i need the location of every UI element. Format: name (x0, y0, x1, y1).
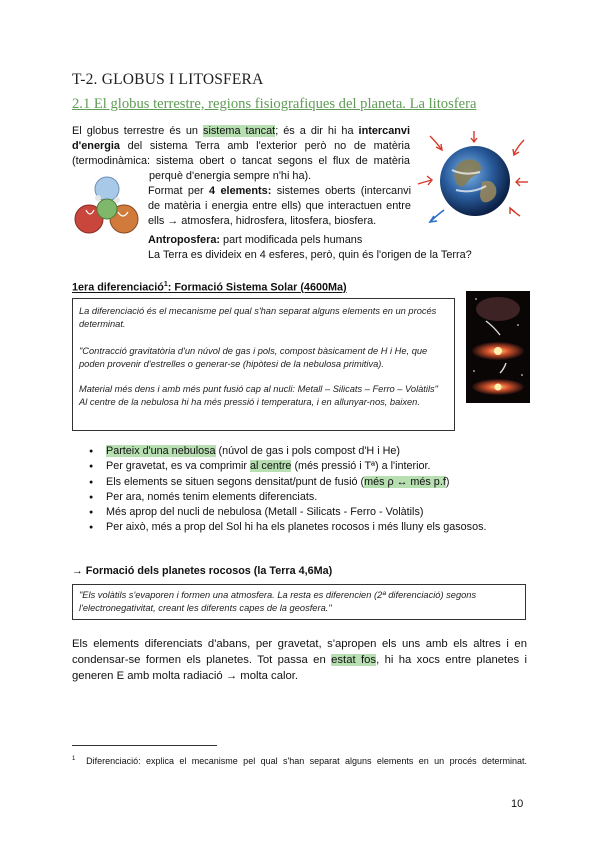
page-number: 10 (511, 798, 524, 810)
elements-paragraph (148, 184, 411, 229)
list-item: ● Per ara, només tenim elements diferenciats. (80, 490, 487, 505)
nebula-bullet-list (80, 444, 487, 536)
elements-line-3: ells → atmosfera, hidrosfera, litosfera, biosfera. (148, 215, 377, 227)
planets-line-2: condensar-se formen els planetes. Tot passa en estat fos, hi ha xocs entre planetes i (72, 654, 528, 666)
earth-energy-image (416, 130, 534, 232)
nebula-definition-box (72, 298, 455, 431)
section1-heading: 1era diferenciació$^1$: Formació Sistema Solar (4600Ma) (72, 281, 347, 294)
box-line-1: La diferenciació és el mecanisme pel qual s'han separat alguns elements en un procés determinat. (79, 306, 437, 329)
section2-heading: → Formació dels planetes rocosos (la Terra 4,6Ma) (72, 565, 333, 577)
esferes-line: La Terra es divideix en 4 esferes, però, quin és l'origen de la Terra? (148, 249, 472, 261)
intro-line-3: (termodinàmica: sistema obert o tancat segons el flux de matèria (72, 155, 410, 167)
nebula-image (466, 291, 530, 403)
antroposfera-line: Antroposfera: part modificada pels humans (148, 234, 363, 246)
planets-formation-box (72, 584, 526, 620)
intro-line-1: El globus terrestre és un sistema tancat; és a dir hi ha intercanvi (72, 125, 410, 137)
intro-line-4: perquè d'energia sempre n'hi ha). (149, 170, 312, 182)
footnote: $^1$ Diferenciació: explica el mecanisme pel qual s'han separat alguns elements en un procés determinat. (72, 756, 527, 766)
list-item: ● Partеix d'una nebulosa (núvol de gas i pols compost d'H i He) (80, 444, 487, 459)
intro-line-2: d'energia del sistema Terra amb l'exterior però no de matèria (72, 140, 410, 152)
list-item: ● Més aprop del nucli de nebulosa (Metall - Silicats - Ferro - Volàtils) (80, 505, 487, 520)
box-line-4: Al centre de la nebulosa hi ha més pressió i temperatura, i en allunyar-nos, baixen. (79, 397, 420, 407)
box-quote: "Els volàtils s'evaporen i formen una atmosfera. La resta es diferencien (2ª diferenciació) segons l'electronegativitat, creant les diferents capes de la geosfera." (79, 590, 477, 613)
intro-paragraph (72, 124, 410, 184)
planets-line-1: Els elements diferenciats d'abans, per gravetat, s'apropen els uns amb els altres i en (72, 638, 527, 650)
box-line-2: "Contracció gravitatòria d'un núvol de gas i pols, compost bàsicament de H i He, que poden provenir d'estrelles o generar-se (hipòtesi de la nebulosa primitiva). (79, 346, 428, 369)
list-item: ● Per això, més a prop del Sol hi ha els planetes rocosos i més lluny els gasosos. (80, 520, 487, 535)
elements-line-2: de matèria i energia entre ells) que interactuen entre (148, 200, 411, 212)
box-line-3: Material més dens i amb més punt fusió cap al nucli: Metall – Silicats – Ferro – Volàtils" (79, 384, 438, 394)
planets-paragraph (72, 636, 527, 684)
earth-spheres-image (72, 176, 142, 244)
footnote-divider (72, 745, 217, 746)
section-subtitle: 2.1 El globus terrestre, regions fisiografiques del planeta. La litosfera (72, 96, 477, 112)
elements-line-1: Format per 4 elements: sistemes oberts (intercanvi (148, 185, 411, 197)
list-item: ● Per gravetat, es va comprimir al centre (més pressió i Tª) a l'interior. (80, 459, 487, 474)
planets-line-3: generen E amb molta radiació → molta calor. (72, 670, 299, 682)
page-title: T-2. GLOBUS I LITOSFERA (72, 71, 264, 88)
list-item: ● Els elements se situen segons densitat/punt de fusió (més ρ ↔ més p.f) (80, 475, 487, 490)
